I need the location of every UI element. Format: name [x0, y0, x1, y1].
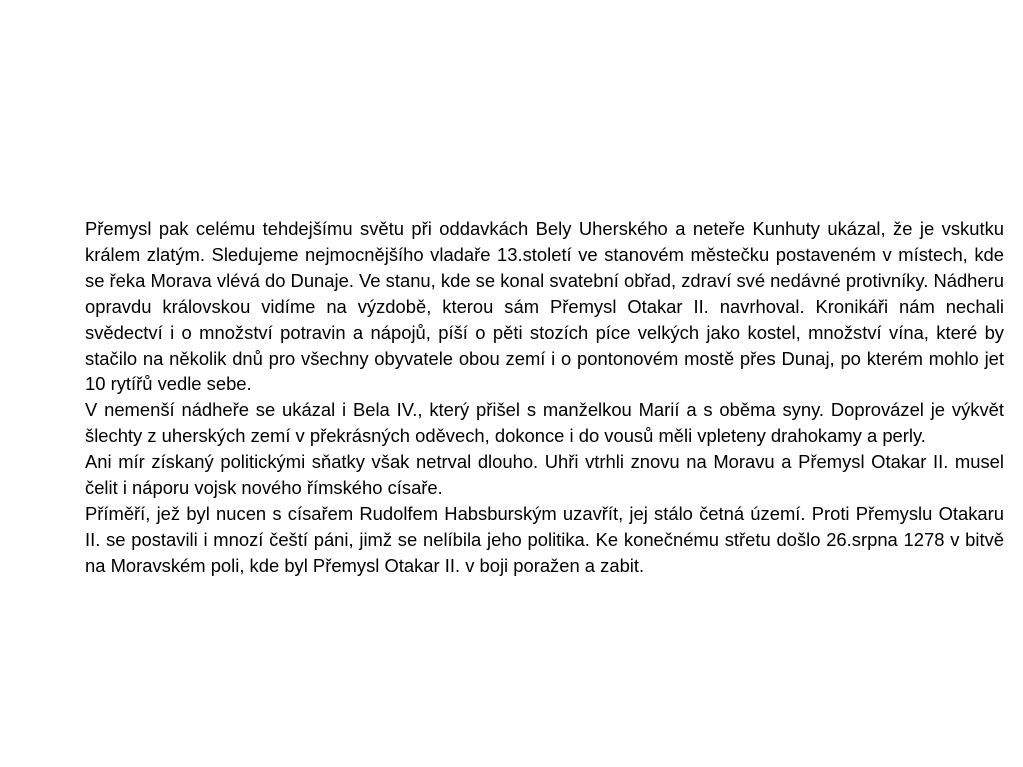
paragraph-bela: V nemenší nádheře se ukázal i Bela IV., který přišel s manželkou Marií a s oběma syny. Doprovázel je výkvět šlechty z uherských zemí v překrásných oděvech, dokonce i do vousů měli vpleteny drahokamy a perly. — [85, 399, 1004, 447]
paragraph-peace: Ani mír získaný politickými sňatky však netrval dlouho. Uhři vtrhli znovu na Moravu a Přemysl Otakar II. musel čelit i náporu vojsk nového římského císaře. — [85, 451, 1004, 499]
paragraph-truce: Příměří, jež byl nucen s císařem Rudolfem Habsburským uzavřít, jej stálo četná území. Proti Přemyslu Otakaru II. se postavili i mnozí čeští páni, jimž se nelíbila jeho politika. Ke konečnému střetu došlo 26.srpna 1278 v bitvě na Moravském poli, kde byl Přemysl Otakar II. v boji poražen a zabit. — [85, 502, 1004, 576]
text-body — [85, 216, 1004, 579]
paragraph-wedding: Přemysl pak celému tehdejšímu světu při oddavkách Bely Uherského a neteře Kunhuty ukázal, že je vskutku králem zlatým. Sledujeme nejmocnějšího vladaře 13.století ve stanovém městečku postaveném v místech, kde se řeka Morava vlévá do Dunaje. Ve stanu, kde se konal svatební obřad, zdraví své nedávné protivníky. Nádheru opravdu královskou vidíme na výzdobě, kterou sám Přemysl Otakar II. navrhoval. Kronikáři nám nechali svědectví i o množství potravin a nápojů, píší o pěti stozích píce velkých jako kostel, množství vína, které by stačilo na několik dnů pro všechny obyvatele obou zemí i o pontonovém mostě přes Dunaj, po kterém mohlo jet 10 rytířů vedle sebe. — [85, 218, 1004, 395]
